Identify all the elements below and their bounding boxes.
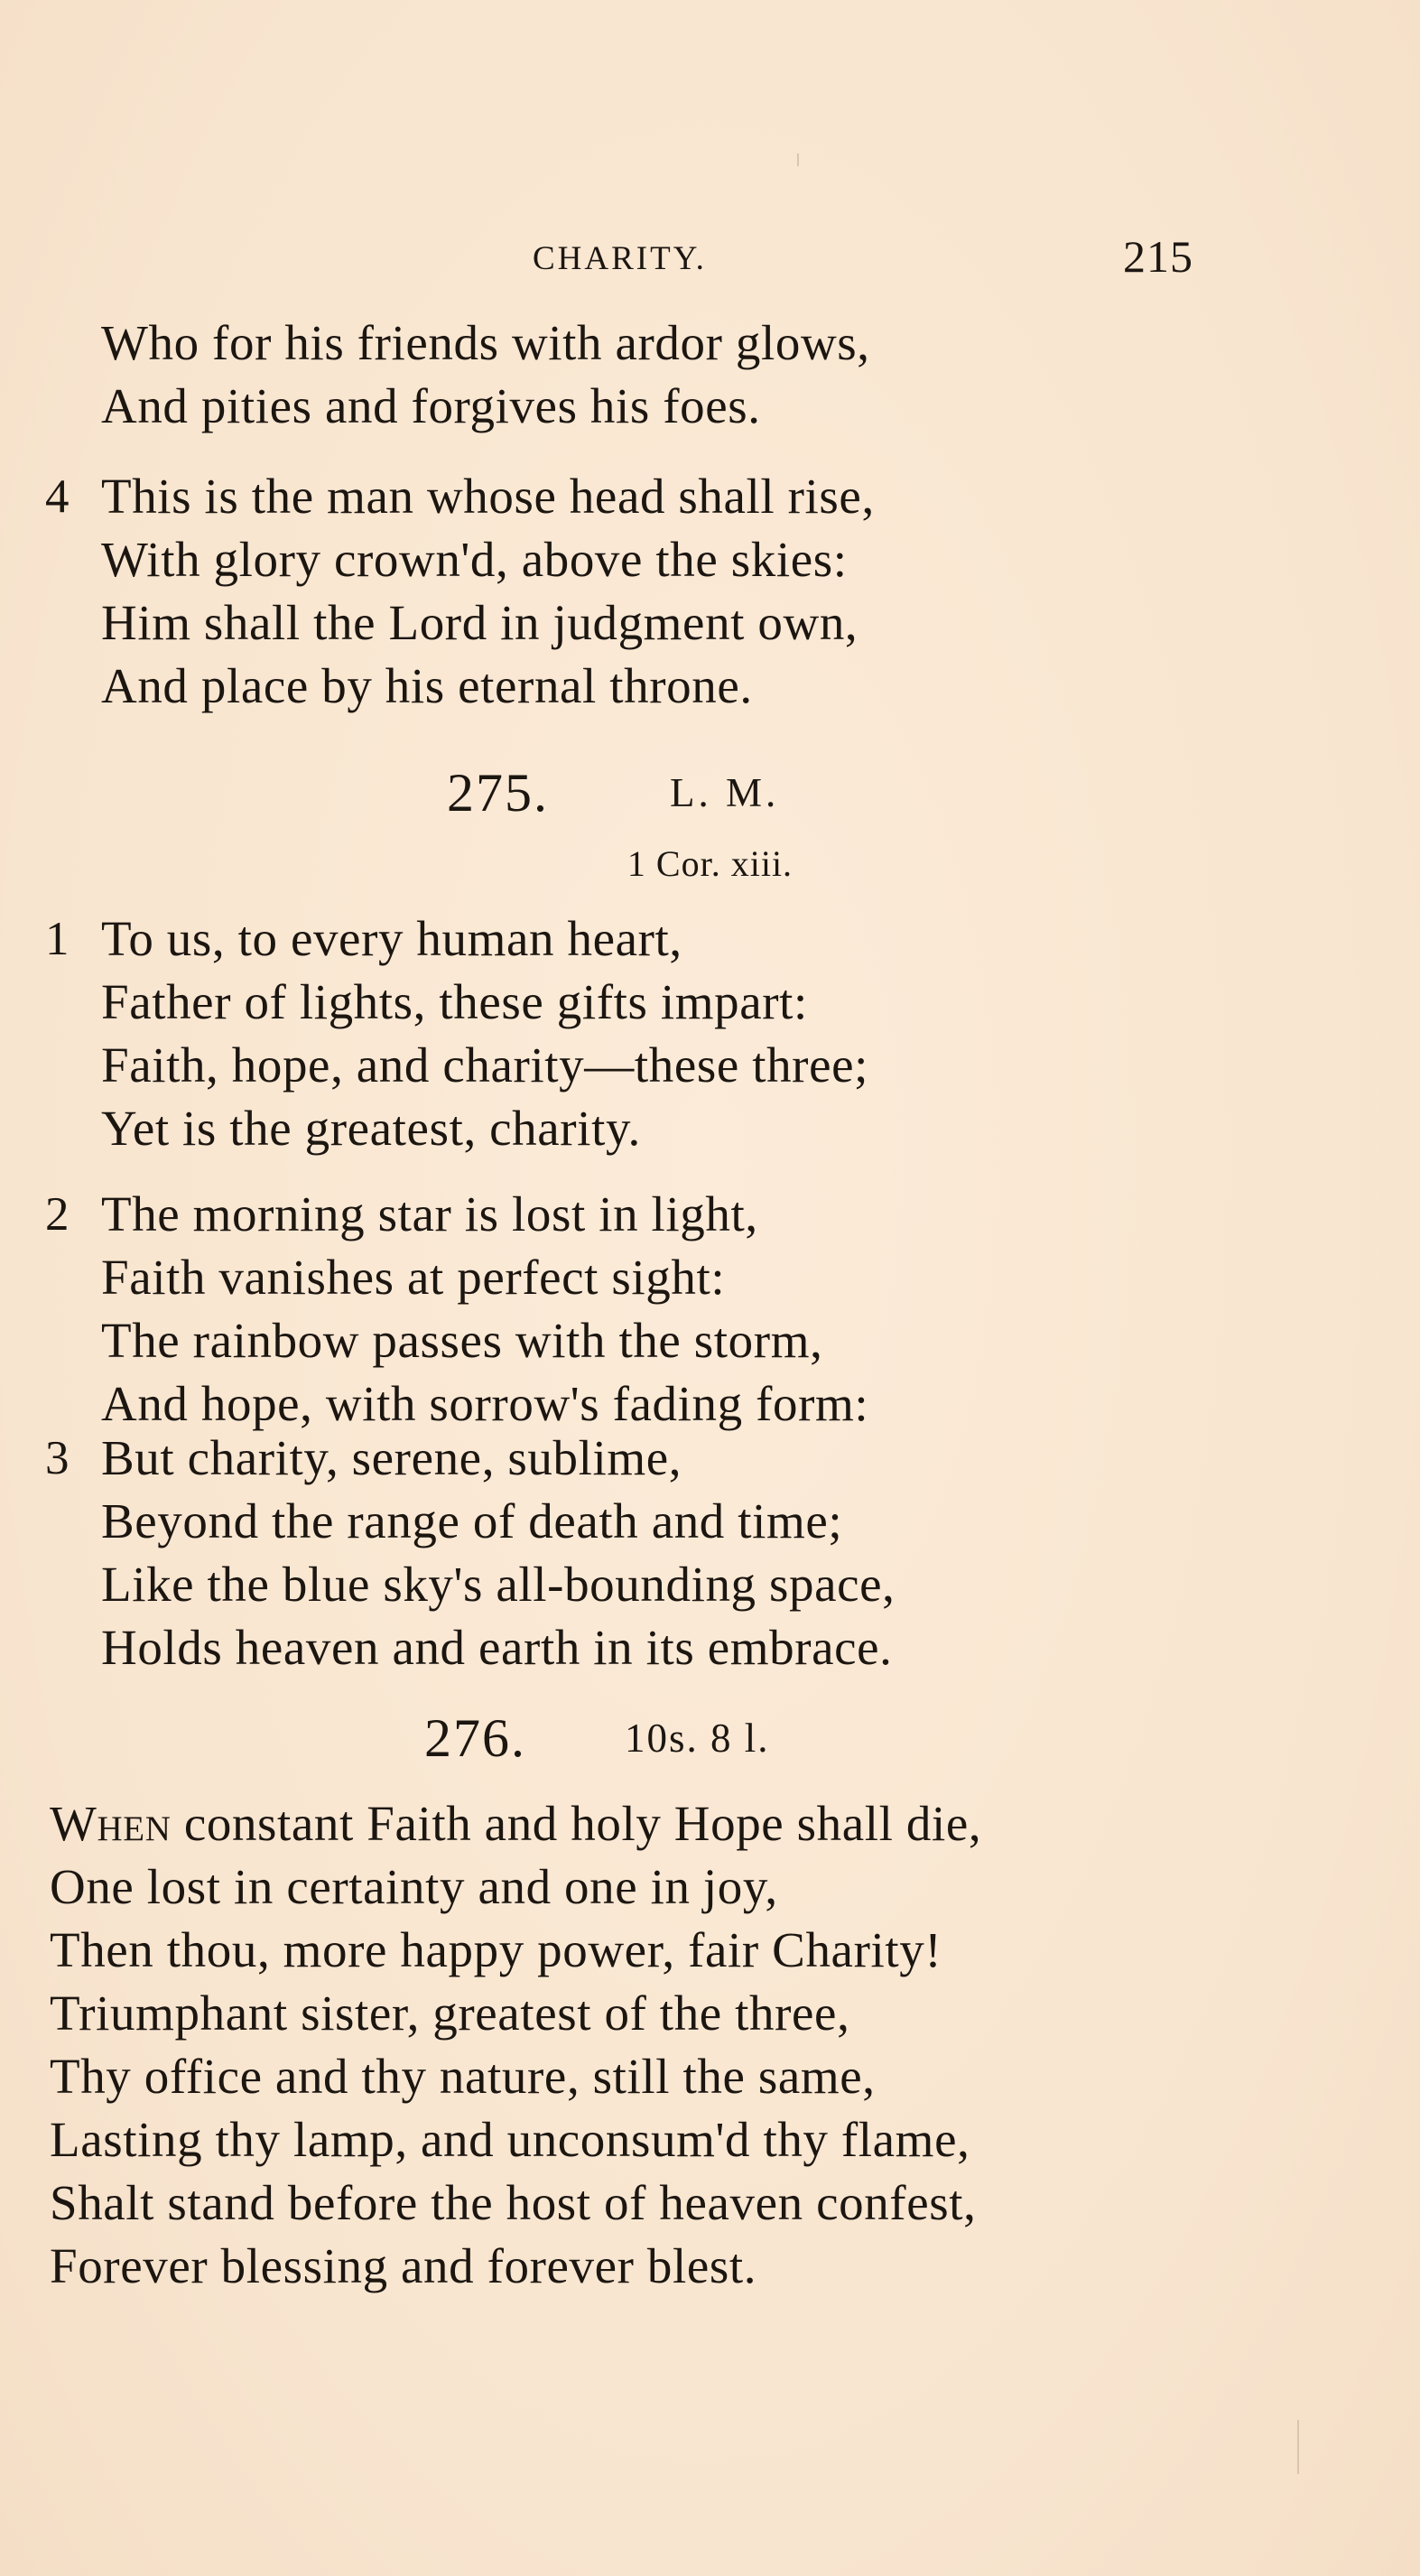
hymn-number: 276. [424,1708,526,1768]
verse-line: When constant Faith and holy Hope shall die, [50,1796,982,1851]
hymn-meter: L. M. [670,770,780,815]
book-page: CHARITY. 215 Who for his friends with ardor glows, And pities and forgives his foes. 4 This is the man whose head shall rise, With glory crown'd, above the skies: Him shall the Lord in judgment own, And place by his eternal throne. 275. L. M. 1 Cor. xiii. 1 To us, to every human heart, Father of lights, these gifts impart: Faith, hope, and charity—these three; Yet is the greatest, charity. 2 The morning star is lost in light, Faith vanishes at perfect sight: The rainbow passes with the storm, And hope, with sorrow's fading form: 3 But charity, serene, sublime, Beyond the range of death and time; Like the blue sky's all-bounding space, Holds heaven and earth in its embrace. 276. 10s. 8 l. When constant Faith and holy Hope shall die, One lost in certainty and one in joy, Then thou, more happy power, fair Charity! Triumphant sister, greatest of the three, Thy office and thy nature, still the same, Lasting thy lamp, and unconsum'd thy flame, Shalt stand before the host of heaven confest, Forever blessing and forever blest. [0,0,1420,2576]
stanza-number: 1 [45,913,70,965]
verse-line: Triumphant sister, greatest of the three, [50,1985,850,2041]
stanza-number: 4 [45,470,70,523]
initial-word: When [50,1796,172,1851]
running-head [0,230,1420,284]
hymn-number: 275. [447,763,549,823]
verse-line: Then thou, more happy power, fair Charity! [50,1922,942,1977]
hymn-meter: 10s. 8 l. [625,1716,770,1761]
verse-line: Thy office and thy nature, still the same, [50,2049,876,2104]
verse-line: Shalt stand before the host of heaven confest, [50,2175,977,2230]
scan-mark [797,153,799,166]
running-title: CHARITY. [533,240,707,277]
verse-line: One lost in certainty and one in joy, [50,1859,778,1914]
verse-line: Forever blessing and forever blest. [50,2238,757,2293]
page-number: 215 [1123,231,1193,282]
hymn-276-heading [0,1706,1420,1770]
verse-line: Lasting thy lamp, and unconsum'd thy flame, [50,2112,970,2167]
stanza-number: 2 [45,1188,70,1241]
scan-mark [1297,2420,1299,2474]
stanza-number: 3 [45,1432,70,1484]
hymn-275-heading [0,761,1420,824]
scripture-reference: 1 Cor. xiii. [626,843,794,884]
